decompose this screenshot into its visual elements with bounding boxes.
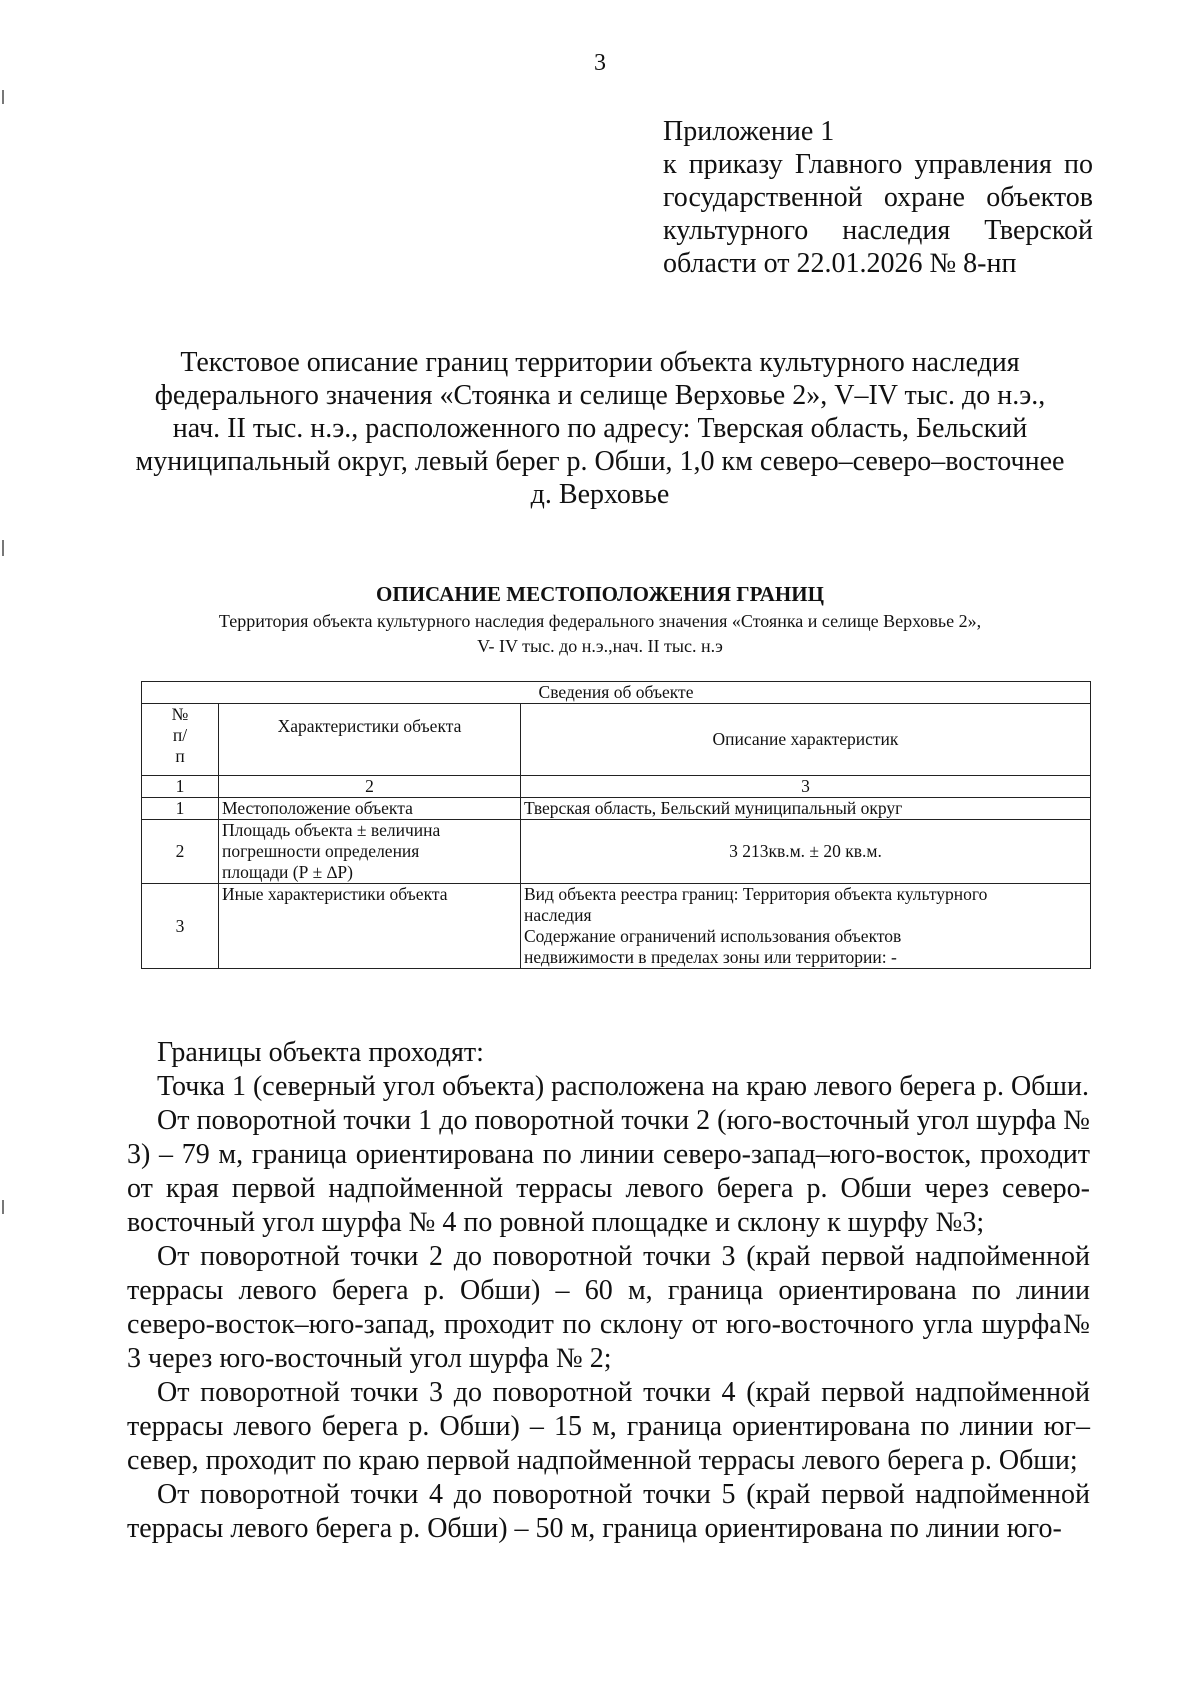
body-paragraph: От поворотной точки 3 до поворотной точки 4 (край первой надпойменной террасы левого берега р. Обши) – 15 м, граница ориентирована по линии юг–север, проходит по краю первой надпойменной террасы левого берега р. Обши; <box>127 1377 1090 1476</box>
index-cell: 2 <box>219 776 521 798</box>
appendix-line: государственной охране объектов <box>663 182 1093 213</box>
row-description-line: Вид объекта реестра границ: Территория объекта культурного <box>524 884 988 904</box>
header-description: Описание характеристик <box>521 704 1091 776</box>
row-characteristic: Местоположение объекта <box>219 798 521 820</box>
body-paragraph: Границы объекта проходят: <box>157 1037 484 1068</box>
title-line: Текстовое описание границ территории объекта культурного наследия <box>180 347 1020 378</box>
row-characteristic-line: погрешности определения <box>222 841 420 861</box>
table-caption: Сведения об объекте <box>142 682 1091 704</box>
body-paragraph: От поворотной точки 1 до поворотной точки 2 (юго-восточный угол шурфа № 3) – 79 м, граница ориентирована по линии северо-запад–юго-восток, проходит от края первой надпойменной террасы левого берега р. Обши через северо-восточный угол шурфа № 4 по ровной площадке и склону к шурфу №3; <box>127 1105 1090 1238</box>
appendix-line: к приказу Главного управления по <box>663 149 1093 180</box>
scan-margin-mark-top <box>2 90 4 104</box>
row-characteristic-cell <box>219 820 521 884</box>
scan-margin-mark-middle <box>2 540 4 556</box>
table-row <box>142 884 1091 969</box>
scan-margin-mark-bottom <box>2 1200 4 1214</box>
table-index-row <box>142 776 1091 798</box>
boundary-description <box>127 1036 1090 1546</box>
table-header-row <box>142 704 1091 776</box>
header-num-line: п <box>175 746 185 766</box>
row-description: 3 213кв.м. ± 20 кв.м. <box>521 820 1091 884</box>
row-number: 3 <box>142 884 219 969</box>
row-number: 1 <box>142 798 219 820</box>
row-description-cell <box>521 884 1091 969</box>
index-cell: 3 <box>521 776 1091 798</box>
object-info-table <box>141 681 1091 969</box>
title-line: муниципальный округ, левый берег р. Обши, 1,0 км северо–северо–восточнее <box>135 446 1065 477</box>
section-heading: ОПИСАНИЕ МЕСТОПОЛОЖЕНИЯ ГРАНИЦ <box>376 582 824 606</box>
title-line: федерального значения «Стоянка и селище Верховье 2», V–IV тыс. до н.э., <box>154 380 1046 411</box>
index-cell: 1 <box>142 776 219 798</box>
table-row <box>142 798 1091 820</box>
title-line: д. Верховье <box>530 479 670 510</box>
appendix-title: Приложение 1 <box>663 116 835 147</box>
page-number: 3 <box>594 50 606 76</box>
table-caption-row <box>142 682 1091 704</box>
header-num-cell <box>142 704 219 776</box>
row-description: Тверская область, Бельский муниципальный округ <box>521 798 1091 820</box>
body-paragraph: От поворотной точки 4 до поворотной точки 5 (край первой надпойменной террасы левого берега р. Обши) – 50 м, граница ориентирована по линии юго- <box>127 1479 1090 1544</box>
title-line: нач. II тыс. н.э., расположенного по адресу: Тверская область, Бельский <box>172 413 1028 444</box>
table-row <box>142 820 1091 884</box>
row-characteristic-line: площади (Р ± ∆Р) <box>222 862 353 882</box>
document-title <box>0 346 1200 511</box>
header-num-line: № <box>171 704 189 724</box>
row-description-line: наследия <box>524 905 592 925</box>
subtitle-line: V- IV тыс. до н.э.,нач. II тыс. н.э <box>477 636 723 656</box>
appendix-line: области от 22.01.2026 № 8-нп <box>663 248 1017 279</box>
appendix-block <box>663 115 1093 280</box>
row-characteristic: Иные характеристики объекта <box>219 884 521 969</box>
body-paragraph: Точка 1 (северный угол объекта) расположена на краю левого берега р. Обши. <box>157 1071 1089 1102</box>
header-characteristics: Характеристики объекта <box>219 704 521 776</box>
header-num-line: п/ <box>172 725 188 745</box>
body-paragraph: От поворотной точки 2 до поворотной точки 3 (край первой надпойменной террасы левого берега р. Обши) – 60 м, граница ориентирована по линии северо-восток–юго-запад, проходит по склону от юго-восточного угла шурфа№ 3 через юго-восточный угол шурфа № 2; <box>127 1241 1090 1374</box>
subtitle-line: Территория объекта культурного наследия федерального значения «Стоянка и селище Верховье 2», <box>218 611 982 631</box>
row-characteristic-line: Площадь объекта ± величина <box>222 820 441 840</box>
row-description-line: недвижимости в пределах зоны или территории: - <box>524 947 897 967</box>
section-subtitle <box>0 609 1200 659</box>
row-description-line: Содержание ограничений использования объектов <box>524 926 902 946</box>
row-number: 2 <box>142 820 219 884</box>
appendix-line: культурного наследия Тверской <box>663 215 1093 246</box>
